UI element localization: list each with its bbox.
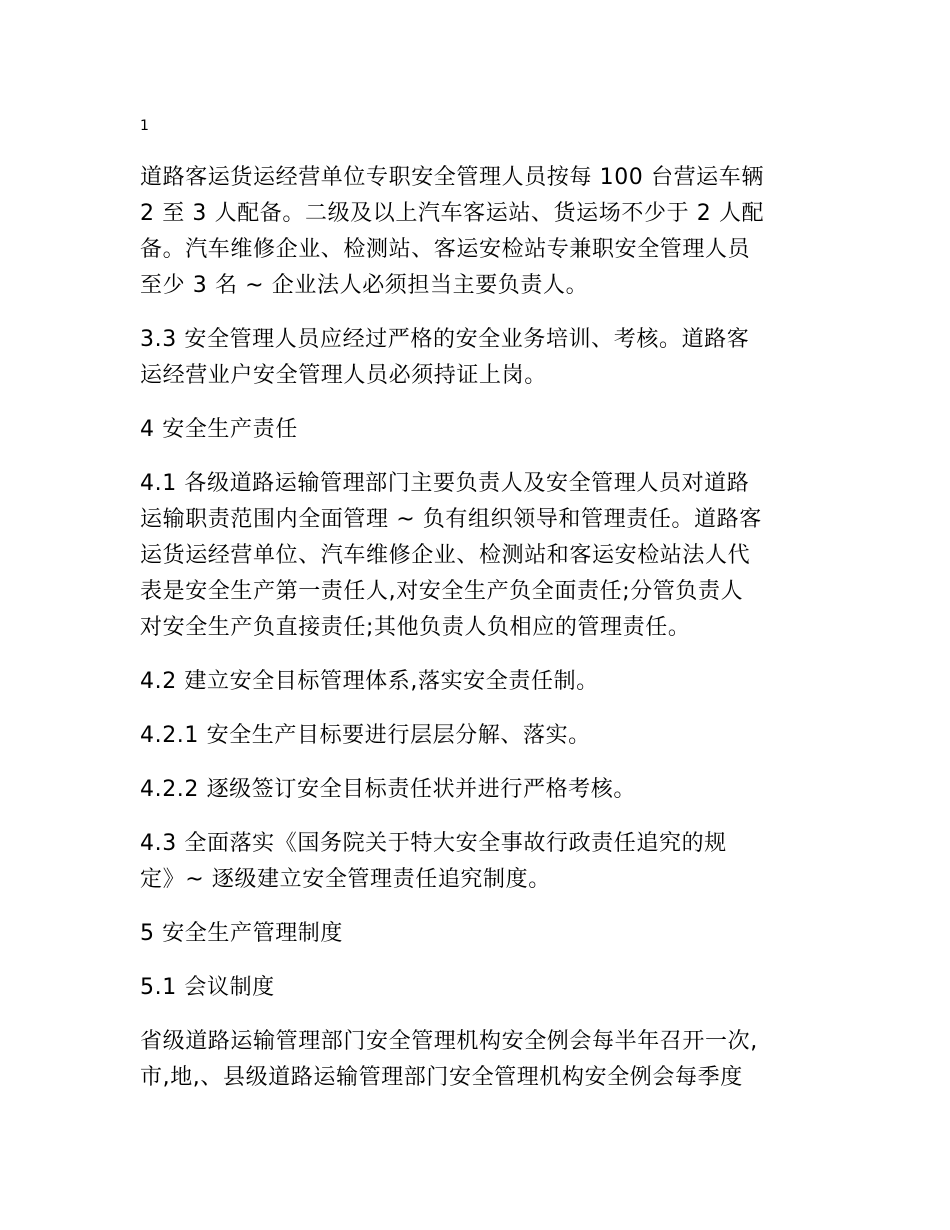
paragraph-3-3: 3.3 安全管理人员应经过严格的安全业务培训、考核。道路客 运经营业户安全管理人员必须持证上岗。 [140, 327, 750, 388]
document-body [140, 160, 820, 1114]
paragraph-4-2-2: 4.2.2 逐级签订安全目标责任状并进行严格考核。 [140, 777, 636, 802]
paragraph-4-1: 4.1 各级道路运输管理部门主要负责人及安全管理人员对道路 运输职责范围内全面管理 ~ 负有组织领导和管理责任。道路客 运货运经营单位、汽车维修企业、检测站和客运安检站法人代 表是安全生产第一责任人,对安全生产负全面责任;分管负责人 对安全生产负直接责任;其他负责人负相应的管理责任。 [140, 471, 762, 640]
section-heading-5: 5 安全生产管理制度 [140, 921, 343, 946]
paragraph-staffing: 道路客运货运经营单位专职安全管理人员按每 100 台营运车辆 2 至 3 人配备。二级及以上汽车客运站、货运场不少于 2 人配 备。汽车维修企业、检测站、客运安检站专兼职安全管理人员 至少 3 名 ~ 企业法人必须担当主要负责人。 [140, 165, 765, 298]
page-number: 1 [140, 118, 149, 134]
section-heading-4: 4 安全生产责任 [140, 417, 298, 442]
paragraph-4-2-1: 4.2.1 安全生产目标要进行层层分解、落实。 [140, 723, 591, 748]
paragraph-4-2: 4.2 建立安全目标管理体系,落实安全责任制。 [140, 669, 599, 694]
section-heading-5-1: 5.1 会议制度 [140, 975, 275, 1000]
paragraph-meeting-system: 省级道路运输管理部门安全管理机构安全例会每半年召开一次, 市,地,、县级道路运输管理部门安全管理机构安全例会每季度 [140, 1029, 758, 1090]
paragraph-4-3: 4.3 全面落实《国务院关于特大安全事故行政责任追究的规 定》~ 逐级建立安全管理责任追究制度。 [140, 831, 727, 892]
